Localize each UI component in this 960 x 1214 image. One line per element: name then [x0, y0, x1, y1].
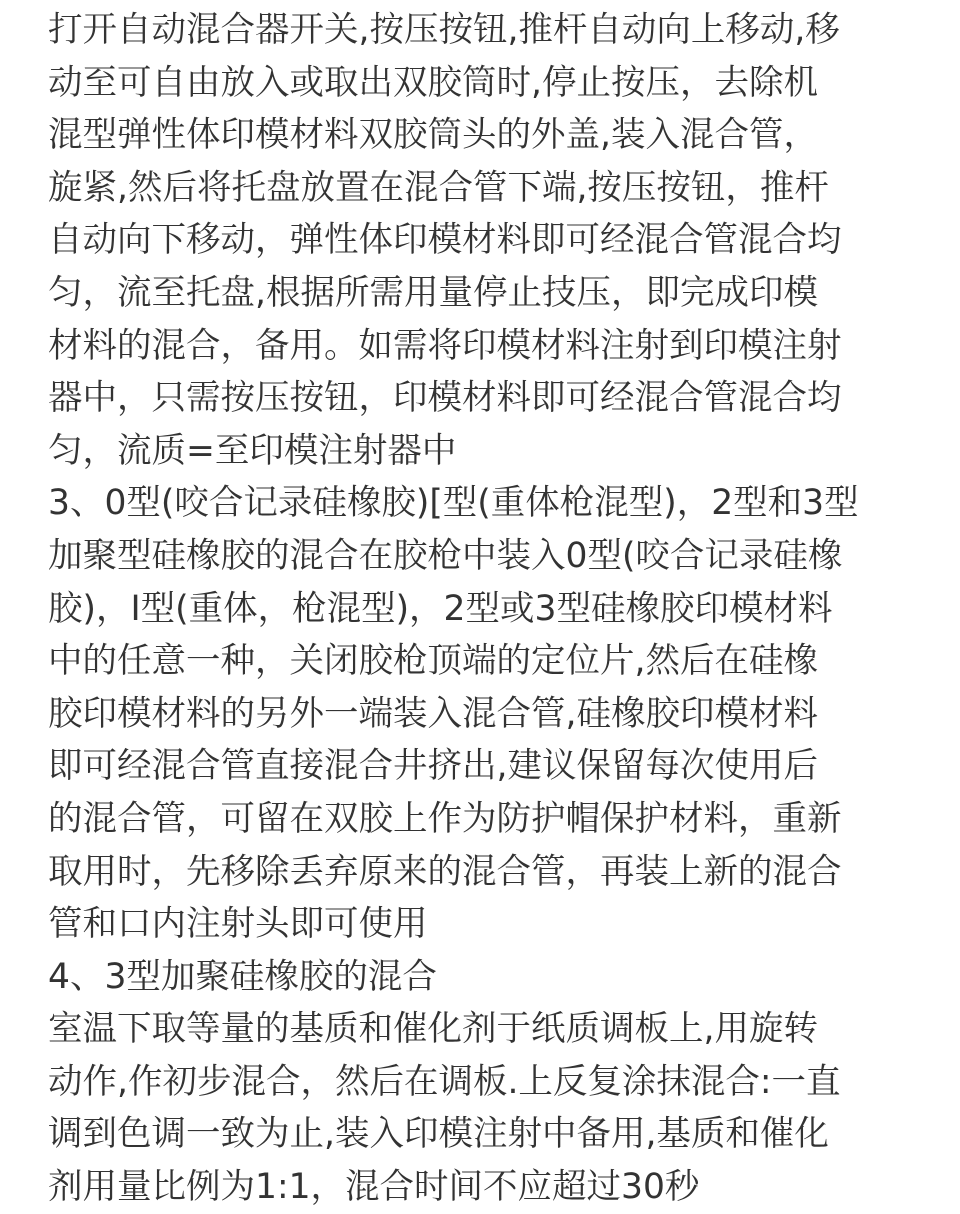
text-line: 混型弹性体印模材料双胶筒头的外盖,装入混合管， [48, 115, 818, 156]
text-line: 自动向下移动，弹性体印模材料即可经混合管混合均 [48, 220, 842, 261]
text-line: 取用时，先移除丢弃原来的混合管，再装上新的混合 [48, 851, 842, 892]
text-line: 即可经混合管直接混合井挤出,建议保留每次使用后 [48, 746, 818, 787]
section-3-heading-line: 3、0型(咬合记录硅橡胶)[型(重体枪混型)，2型和3型 [48, 483, 859, 524]
document-body [48, 4, 948, 1214]
text-line: 剂用量比例为1:1，混合时间不应超过30秒 [48, 1167, 700, 1208]
text-line: 器中，只需按压按钮，印模材料即可经混合管混合均 [48, 378, 842, 419]
text-line: 胶印模材料的另外一端装入混合管,硅橡胶印模材料 [48, 693, 818, 734]
text-line: 材料的混合，备用。如需将印模材料注射到印模注射 [48, 325, 842, 366]
text-line: 加聚型硅橡胶的混合在胶枪中装入0型(咬合记录硅橡 [48, 535, 843, 576]
text-line: 室温下取等量的基质和催化剂于纸质调板上,用旋转 [48, 1009, 818, 1050]
text-line: 旋紧,然后将托盘放置在混合管下端,按压按钮，推杆 [48, 167, 829, 208]
text-line: 管和口内注射头即可使用 [48, 904, 428, 945]
section-4-heading: 4、3型加聚硅橡胶的混合 [48, 956, 437, 997]
text-line: 匀，流至托盘,根据所需用量停止技压，即完成印模 [48, 272, 818, 313]
text-line: 的混合管，可留在双胶上作为防护帽保护材料，重新 [48, 798, 842, 839]
text-line: 中的任意一种，关闭胶枪顶端的定位片,然后在硅橡 [48, 641, 818, 682]
text-line: 动至可自由放入或取出双胶筒时,停止按压，去除机 [48, 62, 818, 103]
text-line: 胶)，I型(重体，枪混型)，2型或3型硅橡胶印模材料 [48, 588, 833, 629]
text-line: 调到色调一致为止,装入印模注射中备用,基质和催化 [48, 1114, 829, 1155]
text-line: 打开自动混合器开关,按压按钮,推杆自动向上移动,移 [48, 10, 840, 50]
text-line: 匀，流质=至印模注射器中 [48, 430, 457, 471]
text-line: 动作,作初步混合，然后在调板.上反复涂抹混合:一直 [48, 1061, 841, 1102]
